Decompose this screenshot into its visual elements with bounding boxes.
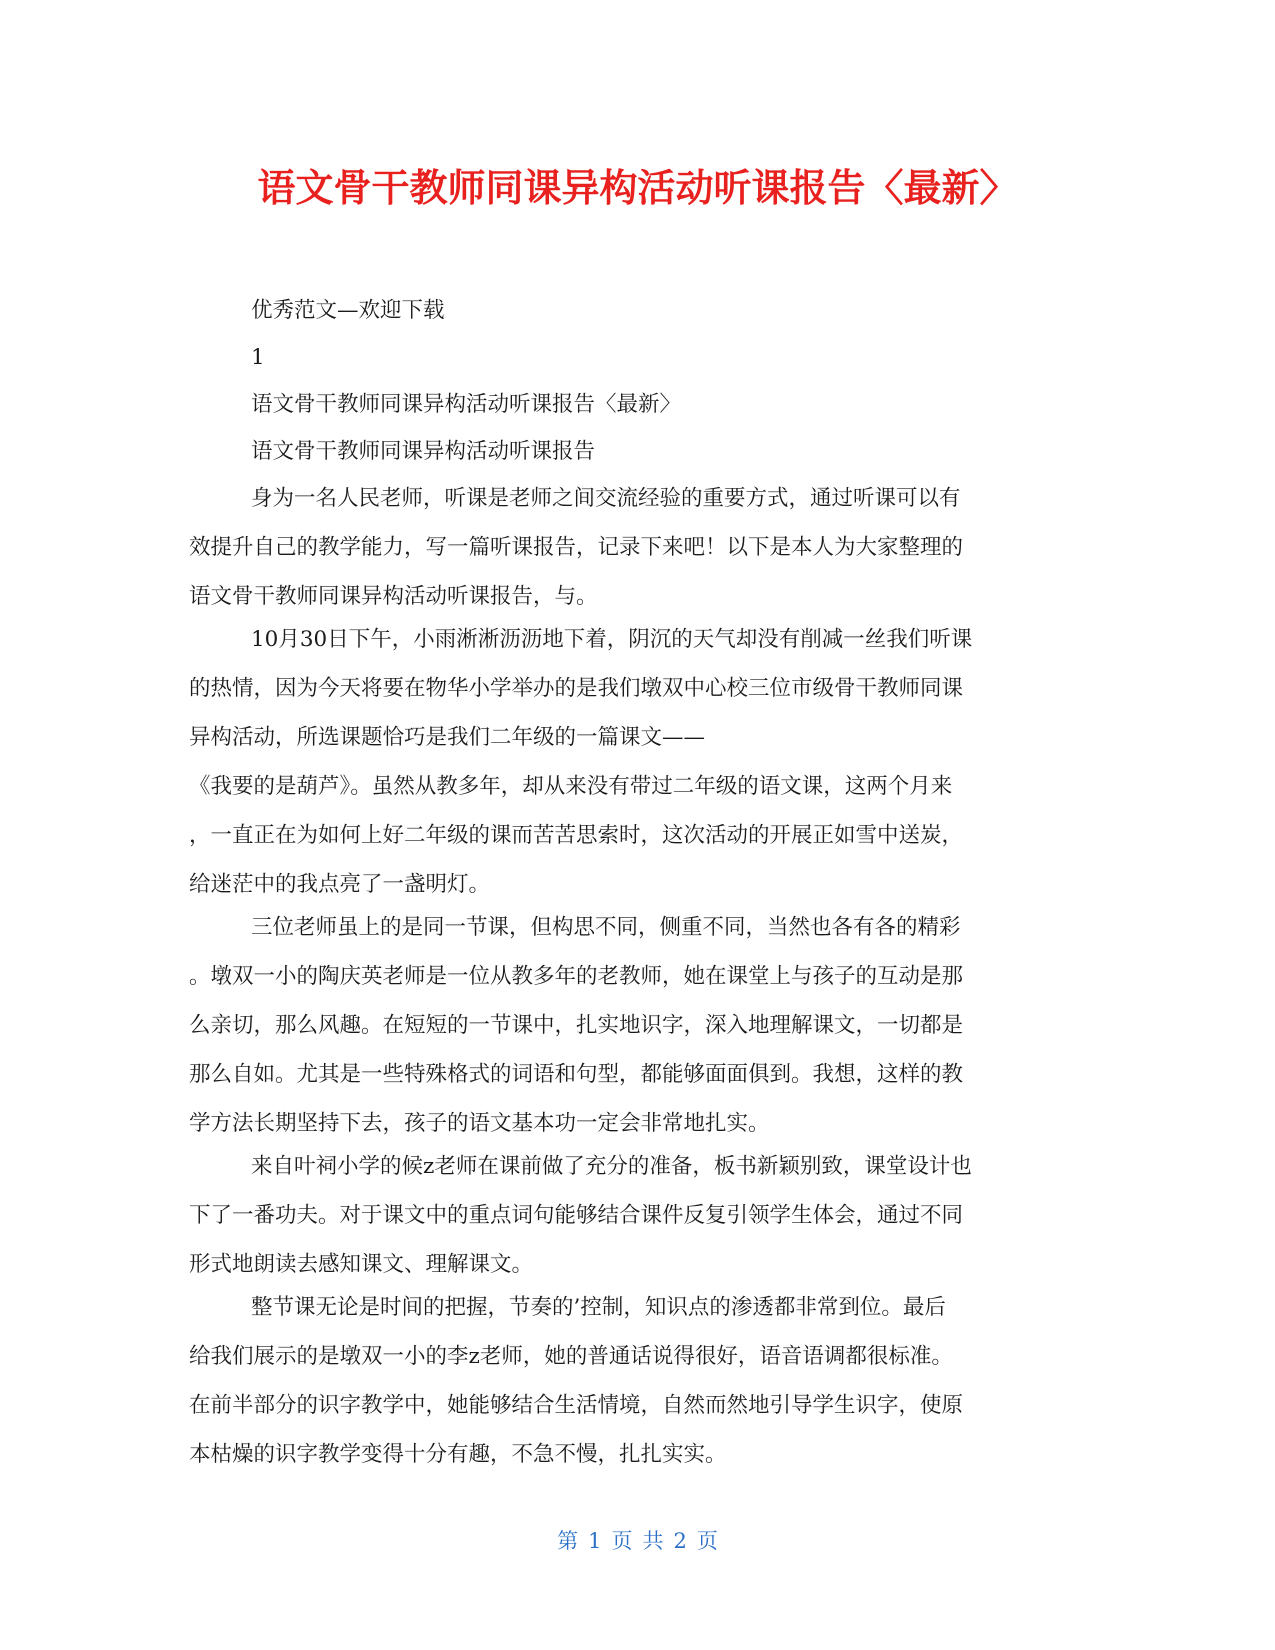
- subtitle-line: 语文骨干教师同课异构活动听课报告〈最新〉: [251, 392, 682, 417]
- footer-word-di: 第: [557, 1529, 579, 1553]
- paragraph-line: ，一直正在为如何上好二年级的课而苦苦思索时，这次活动的开展正如雪中送炭，: [189, 823, 964, 848]
- paragraph-line: 本枯燥的识字教学变得十分有趣，不急不慢，扎扎实实。: [189, 1442, 727, 1467]
- paragraph-line: 么亲切，那么风趣。在短短的一节课中，扎实地识字，深入地理解课文，一切都是: [189, 1013, 964, 1038]
- heading-line: 语文骨干教师同课异构活动听课报告: [251, 439, 596, 464]
- page-marker: 1: [251, 345, 265, 370]
- document-body: [189, 296, 1089, 1483]
- paragraph-line: 在前半部分的识字教学中，她能够结合生活情境，自然而然地引导学生识字，使原: [189, 1393, 964, 1418]
- paragraph-line: 异构活动，所选课题恰巧是我们二年级的一篇课文——: [189, 725, 706, 750]
- paragraph-line: 给我们展示的是墩双一小的李z老师，她的普通话说得很好，语音语调都很标准。: [189, 1344, 953, 1369]
- page-footer: [0, 1527, 1275, 1555]
- paragraph-line: 三位老师虽上的是同一节课，但构思不同，侧重不同，当然也各有各的精彩: [251, 915, 961, 940]
- paragraph-line: 学方法长期坚持下去，孩子的语文基本功一定会非常地扎实。: [189, 1111, 770, 1136]
- paragraph-line: 身为一名人民老师，听课是老师之间交流经验的重要方式，通过听课可以有: [251, 486, 961, 511]
- footer-total-pages: 2: [673, 1529, 687, 1553]
- footer-word-ye: 页: [611, 1529, 633, 1553]
- paragraph-teacher-hou: [189, 1152, 1089, 1280]
- paragraph-event: [189, 625, 1089, 900]
- paragraph-teacher-tao: [189, 913, 1089, 1139]
- paragraph-line: 下了一番功夫。对于课文中的重点词句能够结合课件反复引领学生体会，通过不同: [189, 1203, 964, 1228]
- paragraph-intro: [189, 484, 1089, 612]
- paragraph-line: 给迷茫中的我点亮了一盏明灯。: [189, 872, 491, 897]
- footer-word-gong: 共: [642, 1529, 664, 1553]
- source-line: 优秀范文—欢迎下载: [251, 298, 445, 323]
- paragraph-line: 形式地朗读去感知课文、理解课文。: [189, 1252, 534, 1277]
- paragraph-line: 来自叶祠小学的候z老师在课前做了充分的准备，板书新颖别致，课堂设计也: [251, 1154, 972, 1179]
- paragraph-line: 整节课无论是时间的把握，节奏的’控制，知识点的渗透都非常到位。最后: [251, 1295, 946, 1320]
- paragraph-line: 效提升自己的教学能力，写一篇听课报告，记录下来吧！以下是本人为大家整理的: [189, 535, 964, 560]
- footer-current-page: 1: [588, 1529, 602, 1553]
- paragraph-line: 语文骨干教师同课异构活动听课报告，与。: [189, 584, 598, 609]
- paragraph-line: 《我要的是葫芦》。虽然从教多年，却从来没有带过二年级的语文课，这两个月来: [189, 774, 953, 799]
- paragraph-line: 那么自如。尤其是一些特殊格式的词语和句型，都能够面面俱到。我想，这样的教: [189, 1062, 964, 1087]
- paragraph-line: 。墩双一小的陶庆英老师是一位从教多年的老教师，她在课堂上与孩子的互动是那: [189, 964, 964, 989]
- paragraph-line: 10月30日下午，小雨淅淅沥沥地下着，阴沉的天气却没有削减一丝我们听课: [251, 627, 973, 652]
- paragraph-teacher-li: [189, 1293, 1089, 1470]
- footer-word-ye-end: 页: [696, 1529, 718, 1553]
- paragraph-line: 的热情，因为今天将要在物华小学举办的是我们墩双中心校三位市级骨干教师同课: [189, 676, 964, 701]
- document-title: 语文骨干教师同课异构活动听课报告〈最新〉: [257, 166, 1018, 210]
